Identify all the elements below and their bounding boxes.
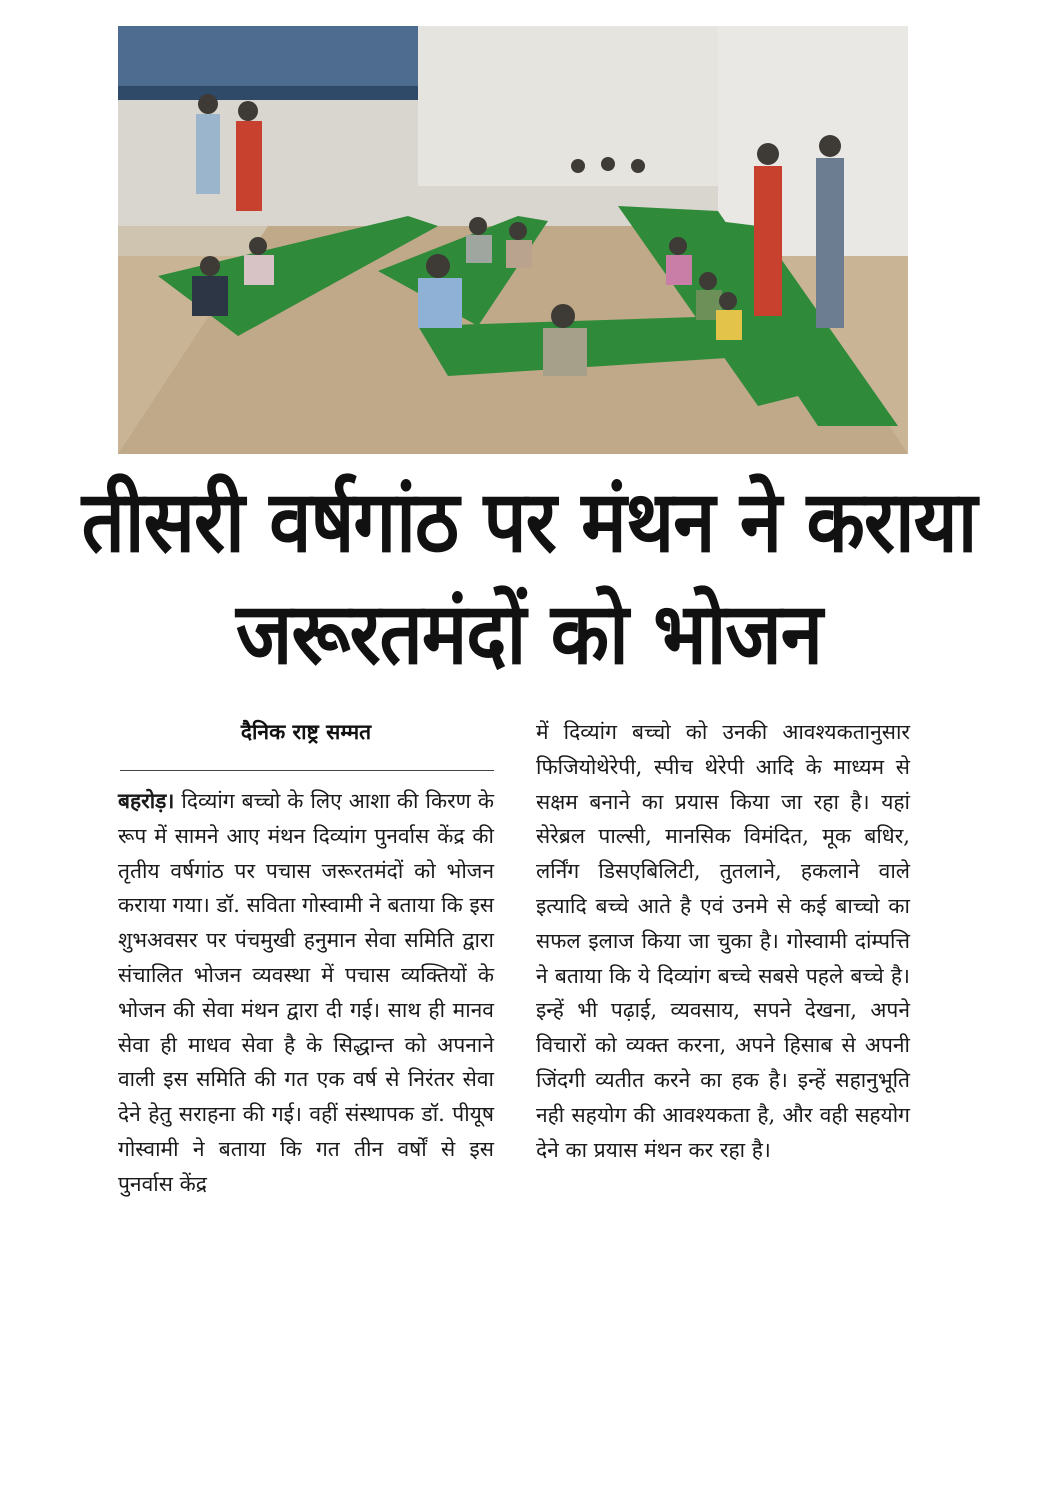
dateline: बहरोड़। (118, 788, 175, 813)
headline-line-2: जरूरतमंदों को भोजन (236, 583, 822, 684)
news-photo (118, 26, 908, 454)
column-1-text: दिव्यांग बच्चो के लिए आशा की किरण के रूप में सामने आए मंथन दिव्यांग पुनर्वास केंद्र की तृतीय वर्षगांठ पर पचास जरूरतमंदों को भोजन कराया गया। डॉ. सविता गोस्वामी ने बताया कि इस शुभअवसर पर पंचमुखी हनुमान सेवा समिति द्वारा संचालित भोजन व्यवस्था में पचास व्यक्तियों के भोजन की सेवा मंथन द्वारा दी गई। साथ ही मानव सेवा ही माधव सेवा है के सिद्धान्त को अपनाने वाली इस समिति की गत एक वर्ष से निरंतर सेवा देने हेतु सराहना की गई। वहीं संस्थापक डॉ. पीयूष गोस्वामी ने बताया कि गत तीन वर्षों से इस पुनर्वास केंद्र (118, 789, 494, 1196)
byline: दैनिक राष्ट्र सम्मत (240, 720, 372, 744)
headline-line-1: तीसरी वर्षगांठ पर मंथन ने कराया (81, 471, 977, 572)
article-column-1 (118, 784, 494, 1202)
column-2-text: में दिव्यांग बच्चो को उनकी आवश्यकतानुसार फिजियोथेरेपी, स्पीच थेरेपी आदि के माध्यम से सक्षम बनाने का प्रयास किया जा रहा है। यहां सेरेब्रल पाल्सी, मानसिक विमंदित, मूक बधिर, लर्निंग डिसएबिलिटी, तुतलाने, हकलाने वाले इत्यादि बच्चे आते है एवं उनमे से कई बाच्चो का सफल इलाज किया जा चुका है। गोस्वामी दांम्पत्ति ने बताया कि ये दिव्यांग बच्चे सबसे पहले बच्चे है। इन्हें भी पढ़ाई, व्यवसाय, सपने देखना, अपने विचारों को व्यक्त करना, अपने हिसाब से अपनी जिंदगी व्यतीत करने का हक है। इन्हें सहानुभूति नही सहयोग की आवश्यकता है, और वही सहयोग देने का प्रयास मंथन कर रहा है। (536, 720, 910, 1162)
byline-rule (120, 770, 494, 771)
photo-illustration (118, 26, 908, 454)
article-column-2 (536, 715, 910, 1167)
